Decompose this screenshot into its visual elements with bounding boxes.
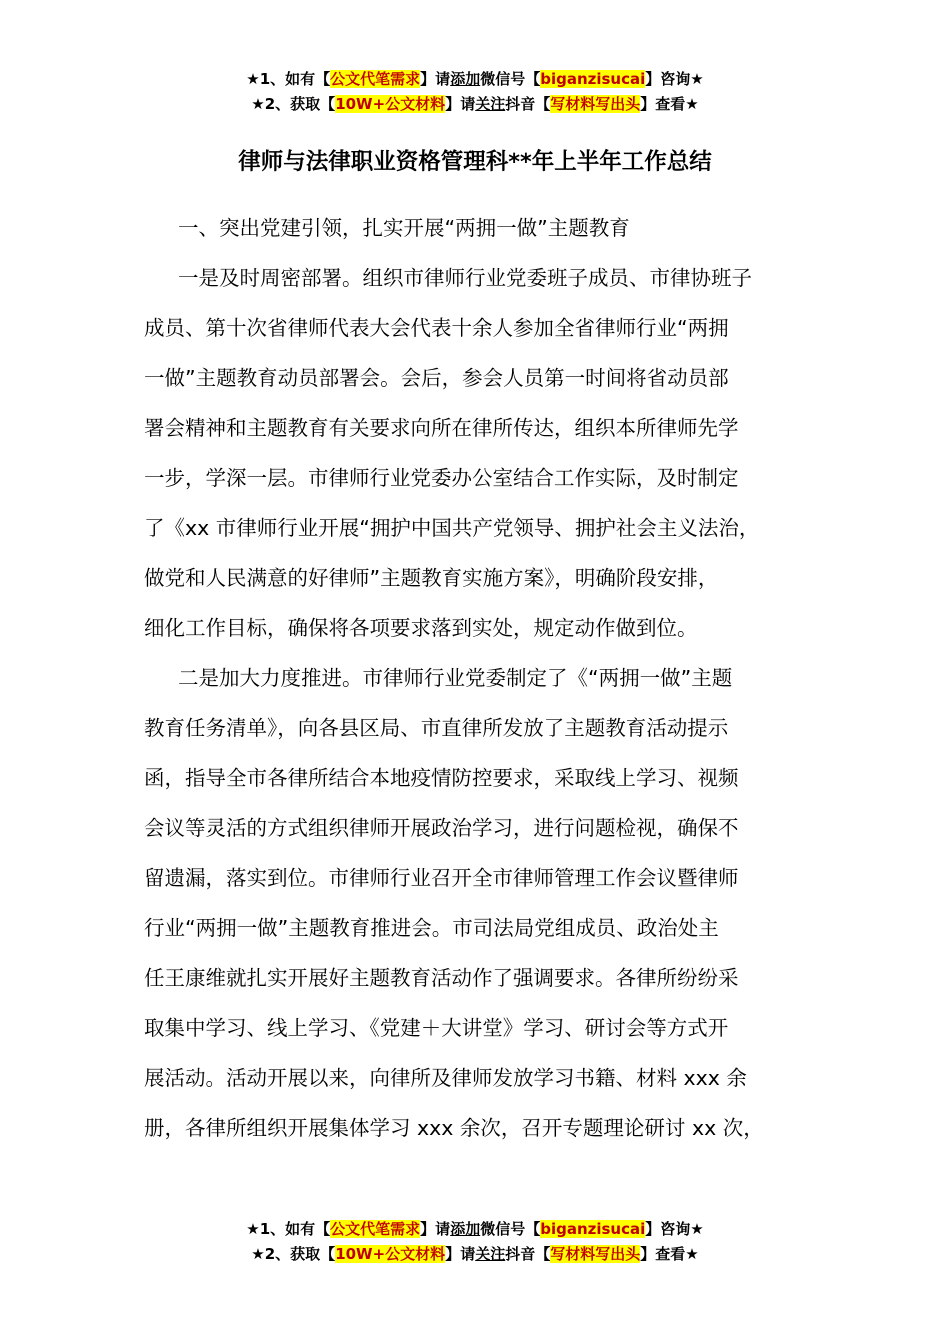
header-banner-line-1 (0, 67, 950, 92)
paragraph-line: 一是及时周密部署。组织市律师行业党委班子成员、市律协班子 (178, 266, 752, 290)
star-icon: ★ (251, 95, 265, 113)
section-heading: 一、突出党建引领，扎实开展“两拥一做”主题教育 (178, 216, 630, 240)
underlined-keyword: 关注 (475, 1245, 506, 1263)
paragraph-line: 任王康维就扎实开展好主题教育活动作了强调要求。各律所纷纷采 (144, 966, 739, 990)
paragraph-line: 留遗漏，落实到位。市律师行业召开全市律师管理工作会议暨律师 (144, 866, 739, 890)
banner-text: 】请 (445, 95, 476, 113)
banner-text: 】咨询★ (645, 70, 704, 88)
banner-text: 1、如有【 (259, 70, 331, 88)
footer-banner-line-1 (0, 1217, 950, 1242)
banner-text: 2、获取【 (264, 95, 336, 113)
paragraph-line: 展活动。活动开展以来，向律所及律师发放学习书籍、材料 xxx 余 (144, 1066, 747, 1090)
banner-text: 抖音【 (505, 95, 551, 113)
paragraph-line: 行业“两拥一做”主题教育推进会。市司法局党组成员、政治处主 (144, 916, 719, 940)
banner-text: 】请 (420, 70, 451, 88)
header-banner-line-2 (0, 92, 950, 117)
underlined-keyword: 添加 (450, 1220, 481, 1238)
paragraph-line: 做党和人民满意的好律师”主题教育实施方案》，明确阶段安排， (144, 566, 719, 590)
highlight-douyin-account: 写材料写出头 (550, 1245, 641, 1263)
highlight-materials: 10W+公文材料 (335, 1245, 446, 1263)
paragraph-line: 署会精神和主题教育有关要求向所在律所传达，组织本所律师先学 (144, 416, 739, 440)
paragraph-line: 册，各律所组织开展集体学习 xxx 余次，召开专题理论研讨 xx 次， (144, 1116, 764, 1140)
banner-text: 抖音【 (505, 1245, 551, 1263)
paragraph-line: 会议等灵活的方式组织律师开展政治学习，进行问题检视，确保不 (144, 816, 739, 840)
paragraph-line: 一步，学深一层。市律师行业党委办公室结合工作实际，及时制定 (144, 466, 739, 490)
highlight-service: 公文代笔需求 (330, 70, 421, 88)
underlined-keyword: 关注 (475, 95, 506, 113)
highlight-douyin-account: 写材料写出头 (550, 95, 641, 113)
paragraph-line: 函，指导全市各律所结合本地疫情防控要求，采取线上学习、视频 (144, 766, 739, 790)
highlight-wechat-id: biganzisucai (540, 70, 646, 88)
star-icon: ★ (246, 70, 260, 88)
highlight-service: 公文代笔需求 (330, 1220, 421, 1238)
paragraph-line: 成员、第十次省律师代表大会代表十余人参加全省律师行业“两拥 (144, 316, 729, 340)
star-icon: ★ (251, 1245, 265, 1263)
paragraph-line: 取集中学习、线上学习、《党建＋大讲堂》学习、研讨会等方式开 (144, 1016, 729, 1040)
highlight-materials: 10W+公文材料 (335, 95, 446, 113)
footer-banner-line-2 (0, 1242, 950, 1267)
banner-text: 】咨询★ (645, 1220, 704, 1238)
paragraph-line: 教育任务清单》，向各县区局、市直律所发放了主题教育活动提示 (144, 716, 729, 740)
banner-text: 微信号【 (480, 70, 541, 88)
banner-text: 】查看★ (640, 1245, 699, 1263)
highlight-wechat-id: biganzisucai (540, 1220, 646, 1238)
paragraph-line: 细化工作目标，确保将各项要求落到实处，规定动作做到位。 (144, 616, 698, 640)
paragraph-line: 一做”主题教育动员部署会。会后，参会人员第一时间将省动员部 (144, 366, 729, 390)
header-banner (0, 67, 950, 117)
paragraph-line: 二是加大力度推进。市律师行业党委制定了《“两拥一做”主题 (178, 666, 733, 690)
banner-text: 微信号【 (480, 1220, 541, 1238)
document-body (144, 203, 824, 1153)
banner-text: 】请 (420, 1220, 451, 1238)
document-title: 律师与法律职业资格管理科**年上半年工作总结 (238, 149, 712, 175)
footer-banner (0, 1217, 950, 1267)
banner-text: 】请 (445, 1245, 476, 1263)
banner-text: 1、如有【 (259, 1220, 331, 1238)
underlined-keyword: 添加 (450, 70, 481, 88)
star-icon: ★ (246, 1220, 260, 1238)
banner-text: 】查看★ (640, 95, 699, 113)
banner-text: 2、获取【 (264, 1245, 336, 1263)
paragraph-line: 了《xx 市律师行业开展“拥护中国共产党领导、拥护社会主义法治， (144, 516, 760, 540)
